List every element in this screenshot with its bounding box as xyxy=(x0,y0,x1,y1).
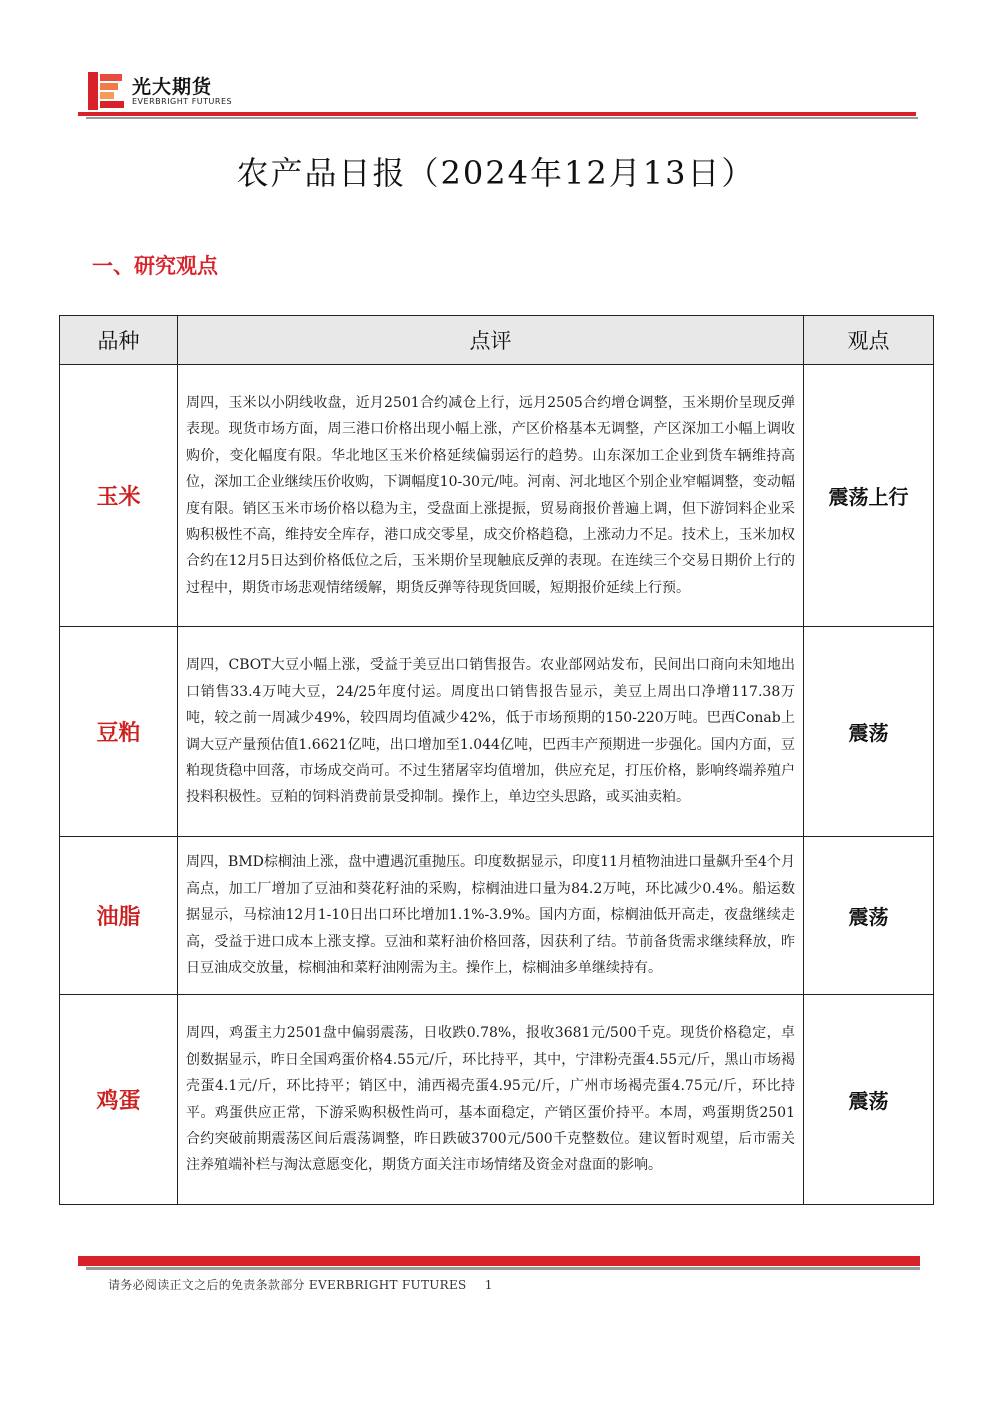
variety-cell: 玉米 xyxy=(60,365,178,627)
research-view-table xyxy=(59,315,934,1205)
view-cell: 震荡 xyxy=(804,995,934,1205)
table-row xyxy=(60,627,934,837)
report-title: 农产品日报（2024年12月13日） xyxy=(236,154,756,192)
comment-cell: 周四，鸡蛋主力2501盘中偏弱震荡，日收跌0.78%，报收3681元/500千克。现货价格稳定，卓创数据显示，昨日全国鸡蛋价格4.55元/斤，环比持平，其中，宁津粉壳蛋4.55元/斤，黑山市场褐壳蛋4.1元/斤，环比持平；销区中，浦西褐壳蛋4.95元/斤，广州市场褐壳蛋4.75元/斤，环比持平。鸡蛋供应正常，下游采购积极性尚可，基本面稳定，产销区蛋价持平。本周，鸡蛋期货2501合约突破前期震荡区间后震荡调整，昨日跌破3700元/500千克整数位。建议暂时观望，后市需关注养殖端补栏与淘汰意愿变化，期货方面关注市场情绪及资金对盘面的影响。 xyxy=(178,995,804,1205)
view-cell: 震荡上行 xyxy=(804,365,934,627)
footer-divider xyxy=(78,1256,920,1266)
company-name-cn: 光大期货 xyxy=(132,76,213,98)
header-divider xyxy=(78,112,916,116)
table-row xyxy=(60,837,934,995)
view-cell: 震荡 xyxy=(804,837,934,995)
everbright-logo-icon xyxy=(88,72,128,110)
comment-cell: 周四，CBOT大豆小幅上涨，受益于美豆出口销售报告。农业部网站发布，民间出口商向未知地出口销售33.4万吨大豆，24/25年度付运。周度出口销售报告显示，美豆上周出口净增117.38万吨，较之前一周减少49%，较四周均值减少42%，低于市场预期的150-220万吨。巴西Conab上调大豆产量预估值1.6621亿吨，出口增加至1.044亿吨，巴西丰产预期进一步强化。国内方面，豆粕现货稳中回落，市场成交尚可。不过生猪屠宰均值增加，供应充足，打压价格，影响终端养殖户投料积极性。豆粕的饲料消费前景受抑制。操作上，单边空头思路，或买油卖粕。 xyxy=(178,627,804,837)
section-heading: 一、研究观点 xyxy=(92,253,218,278)
footer-divider-shadow xyxy=(86,1267,920,1270)
header-divider-shadow xyxy=(86,117,918,119)
company-name-en: EVERBRIGHT FUTURES xyxy=(132,97,233,106)
page-footer xyxy=(108,1276,493,1293)
table-row xyxy=(60,995,934,1205)
variety-cell: 鸡蛋 xyxy=(60,995,178,1205)
header-comment: 点评 xyxy=(178,316,804,365)
comment-cell: 周四，玉米以小阴线收盘，近月2501合约减仓上行，远月2505合约增仓调整，玉米期价呈现反弹表现。现货市场方面，周三港口价格出现小幅上涨，产区价格基本无调整，产区深加工小幅上调收购价，变化幅度有限。华北地区玉米价格延续偏弱运行的趋势。山东深加工企业到货车辆维持高位，深加工企业继续压价收购，下调幅度10-30元/吨。河南、河北地区个别企业窄幅调整，变动幅度有限。销区玉米市场价格以稳为主，受盘面上涨提振，贸易商报价普遍上调，但下游饲料企业采购积极性不高，维持安全库存，港口成交零星，成交价格趋稳，上涨动力不足。技术上，玉米加权合约在12月5日达到价格低位之后，玉米期价呈现触底反弹的表现。在连续三个交易日期价上行的过程中，期货市场悲观情绪缓解，期货反弹等待现货回暖，短期报价延续上行预。 xyxy=(178,365,804,627)
variety-cell: 豆粕 xyxy=(60,627,178,837)
page-number: 1 xyxy=(484,1278,493,1292)
table-header-row xyxy=(60,316,934,365)
comment-cell: 周四，BMD棕榈油上涨，盘中遭遇沉重抛压。印度数据显示，印度11月植物油进口量飙升至4个月高点，加工厂增加了豆油和葵花籽油的采购，棕榈油进口量为84.2万吨，环比减少0.4%。船运数据显示，马棕油12月1-10日出口环比增加1.1%-3.9%。国内方面，棕榈油低开高走，夜盘继续走高，受益于进口成本上涨支撑。豆油和菜籽油价格回落，因获利了结。节前备货需求继续释放，昨日豆油成交放量，棕榈油和菜籽油刚需为主。操作上，棕榈油多单继续持有。 xyxy=(178,837,804,995)
table-row xyxy=(60,365,934,627)
header-variety: 品种 xyxy=(60,316,178,365)
disclaimer-note: 请务必阅读正文之后的免责条款部分 EVERBRIGHT FUTURES xyxy=(108,1278,467,1292)
header-view: 观点 xyxy=(804,316,934,365)
variety-cell: 油脂 xyxy=(60,837,178,995)
view-cell: 震荡 xyxy=(804,627,934,837)
